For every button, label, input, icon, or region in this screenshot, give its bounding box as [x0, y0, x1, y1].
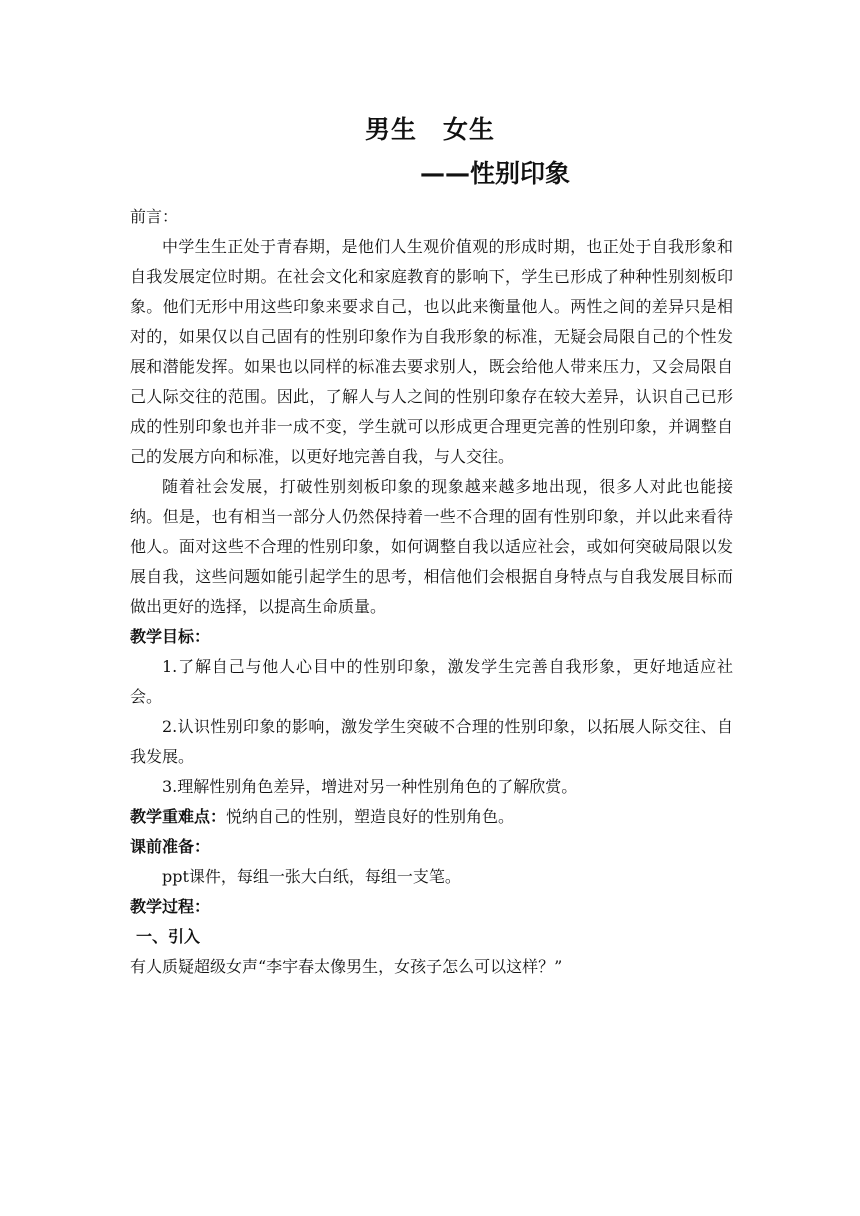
prep-text: ppt课件，每组一张大白纸，每组一支笔。 — [162, 867, 461, 886]
section-1-heading: 一、引入 — [136, 927, 201, 946]
title-part-male: 男生 — [364, 115, 417, 144]
objective-item-3: 3.理解性别角色差异，增进对另一种性别角色的了解欣赏。 — [162, 777, 578, 796]
preface-paragraph-1: 中学生生正处于青春期，是他们人生观价值观的形成时期，也正处于自我形象和自我发展定位时期。在社会文化和家庭教育的影响下，学生已形成了种种性别刻板印象。他们无形中用这些印象来要求自己，也以此来衡量他人。两性之间的差异只是相对的，如果仅以自己固有的性别印象作为自我形象的标准，无疑会局限自己的个性发展和潜能发挥。如果也以同样的标准去要求别人，既会给他人带来压力，又会局限自己人际交往的范围。因此，了解人与人之间的性别印象存在较大差异，认识自己已形成的性别印象也并非一成不变，学生就可以形成更合理更完善的性别印象，并调整自己的发展方向和标准，以更好地完善自我，与人交往。 — [130, 237, 733, 466]
process-heading: 教学过程： — [130, 897, 211, 916]
prep-heading: 课前准备： — [130, 837, 211, 856]
objective-item-1: 1.了解自己与他人心目中的性别印象，激发学生完善自我形象，更好地适应社会。 — [130, 657, 733, 706]
objective-item-2: 2.认识性别印象的影响，激发学生突破不合理的性别印象，以拓展人际交往、自我发展。 — [130, 717, 733, 766]
objectives-heading: 教学目标： — [130, 627, 211, 646]
preface-paragraph-2: 随着社会发展，打破性别刻板印象的现象越来越多地出现，很多人对此也能接纳。但是，也有相当一部分人仍然保持着一些不合理的固有性别印象，并以此来看待他人。面对这些不合理的性别印象，如何调整自我以适应社会，或如何突破局限以发展自我，这些问题如能引起学生的思考，相信他们会根据自身特点与自我发展目标而做出更好的选择，以提高生命质量。 — [130, 477, 733, 616]
key-points-heading: 教学重难点： — [130, 807, 227, 826]
key-points-line — [130, 802, 733, 832]
title-part-female: 女生 — [443, 115, 496, 144]
preface-label: 前言： — [130, 207, 179, 226]
document-subtitle: ——性别印象 — [420, 159, 571, 188]
document-body — [130, 202, 733, 982]
intro-text: 有人质疑超级女声“李宇春太像男生，女孩子怎么可以这样？” — [130, 957, 563, 976]
document-title — [0, 110, 860, 146]
key-points-text: 悦纳自己的性别，塑造良好的性别角色。 — [226, 807, 515, 826]
